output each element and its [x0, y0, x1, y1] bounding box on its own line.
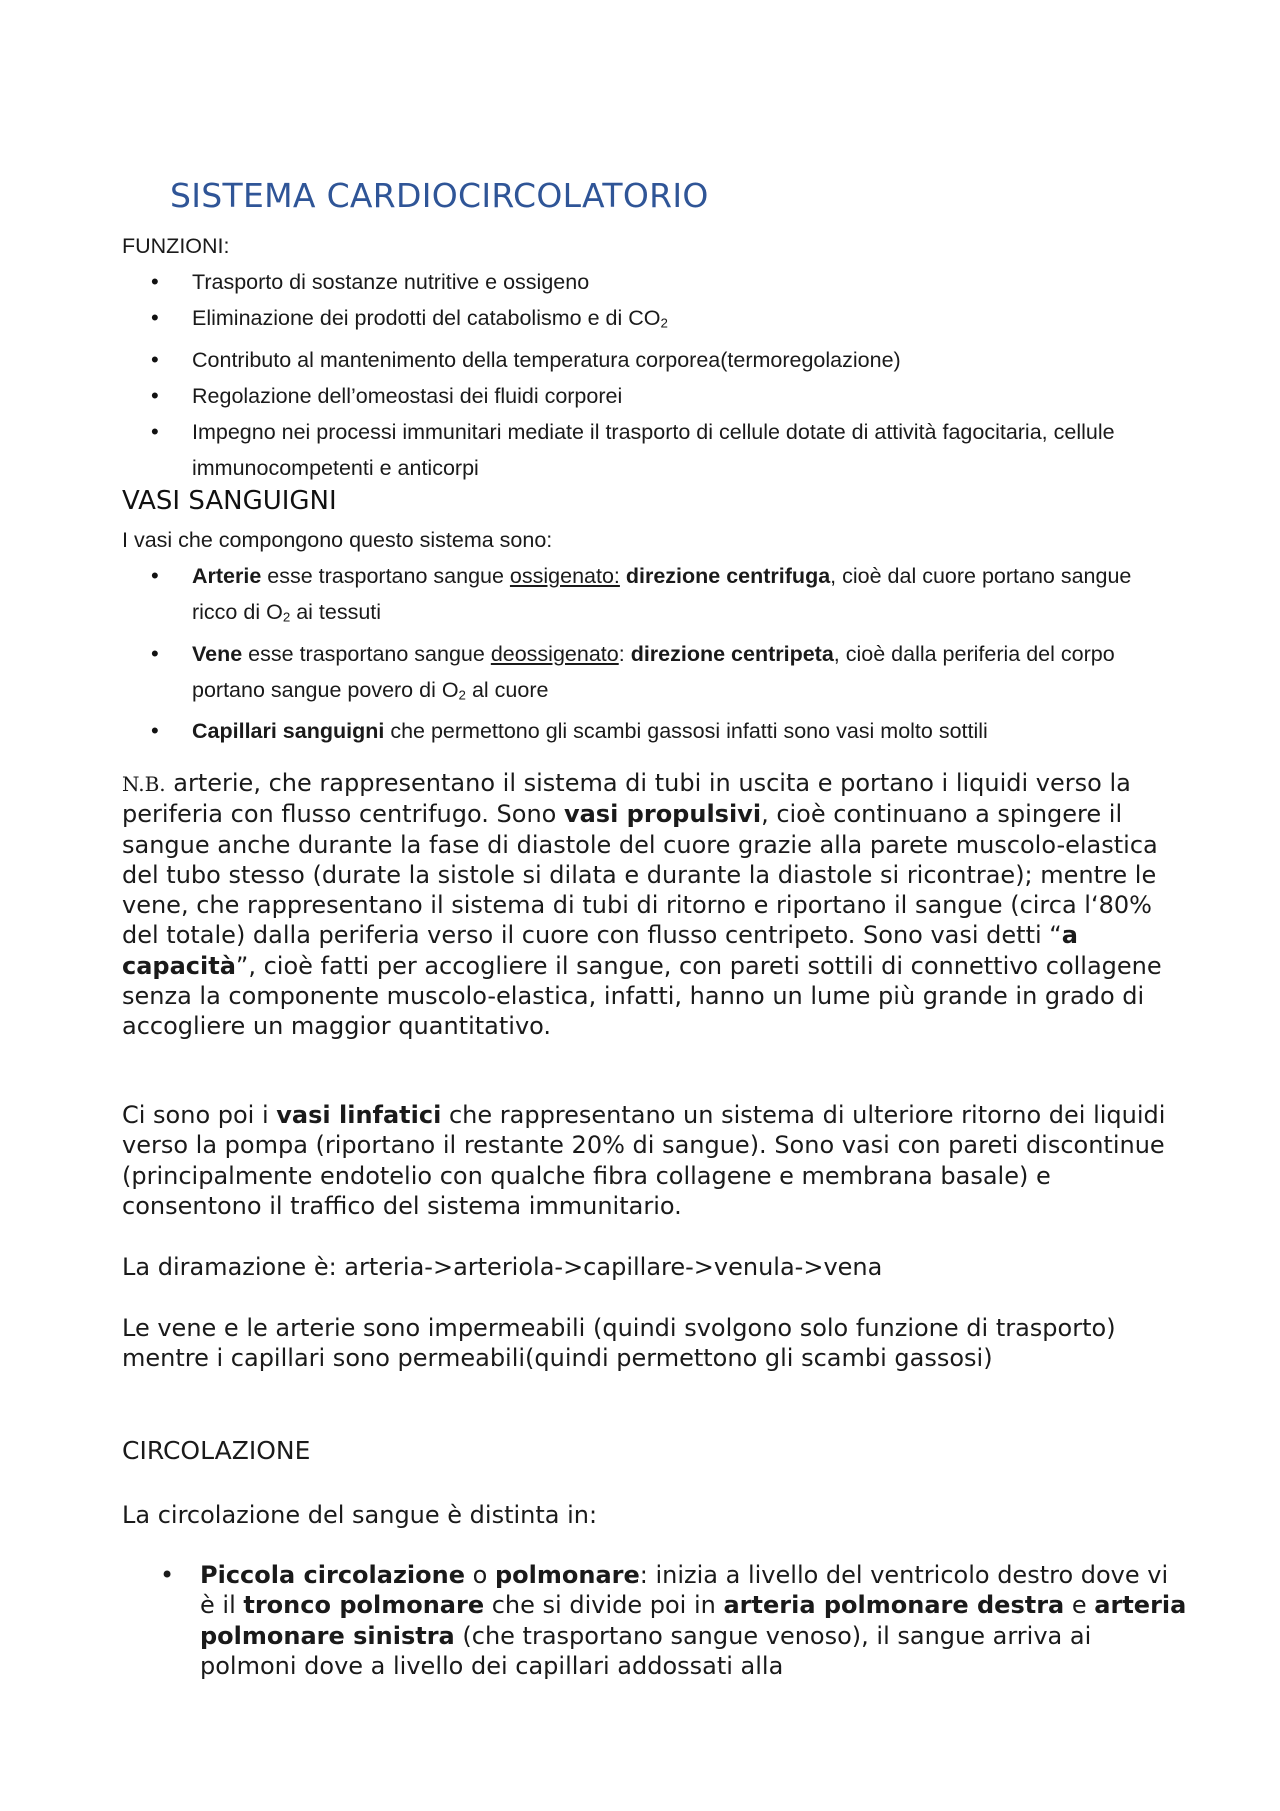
list-item: • Impegno nei processi immunitari mediate il trasporto di cellule dotate di attività fagocitaria, cellule immunocompetenti e anticorpi	[122, 414, 1182, 486]
list-item: • Trasporto di sostanze nutritive e ossigeno	[122, 264, 1182, 300]
section-heading-circolazione: CIRCOLAZIONE	[122, 1436, 311, 1465]
vasi-list	[122, 558, 1182, 749]
list-item: • Eliminazione dei prodotti del catabolismo e di CO2	[122, 300, 1182, 342]
list-item: • Contributo al mantenimento della temperatura corporea(termoregolazione)	[122, 342, 1182, 378]
page-title: SISTEMA CARDIOCIRCOLATORIO	[170, 176, 709, 215]
list-item-arterie: • Arterie esse trasportano sangue ossigenato: direzione centrifuga, cioè dal cuore portano sangue ricco di O2 ai tessuti	[122, 558, 1182, 636]
diramazione-paragraph: La diramazione è: arteria->arteriola->capillare->venula->vena	[122, 1253, 883, 1281]
permeabilita-paragraph: Le vene e le arterie sono impermeabili (quindi svolgono solo funzione di trasporto) mentre i capillari sono permeabili(quindi permettono gli scambi gassosi)	[122, 1314, 1116, 1373]
list-item: • Regolazione dell’omeostasi dei fluidi corporei	[122, 378, 1182, 414]
funzioni-label: FUNZIONI:	[122, 234, 230, 258]
vasi-intro: I vasi che compongono questo sistema sono:	[122, 528, 553, 552]
section-heading-vasi: VASI SANGUIGNI	[122, 486, 337, 516]
circolazione-intro: La circolazione del sangue è distinta in:	[122, 1501, 598, 1529]
nb-paragraph: N.B. arterie, che rappresentano il sistema di tubi in uscita e portano i liquidi verso la periferia con flusso centrifugo. Sono vasi propulsivi, cioè continuano a spingere il sangue anche durante la fase di diastole del cuore grazie alla parete muscolo-elastica del tubo stesso (durate la sistole si dilata e durante la diastole si ricontrae); mentre le vene, che rappresentano il sistema di tubi di ritorno e riportano il sangue (circa l‘80% del totale) dalla periferia verso il cuore con flusso centripeto. Sono vasi detti “a capacità”, cioè fatti per accogliere il sangue, con pareti sottili di connettivo collagene senza la componente muscolo-elastica, infatti, hanno un lume più grande in grado di accogliere un maggior quantitativo.	[122, 769, 1162, 1041]
list-item-capillari: • Capillari sanguigni che permettono gli scambi gassosi infatti sono vasi molto sottili	[122, 713, 1182, 749]
funzioni-list	[122, 264, 1182, 486]
list-item-piccola: • Piccola circolazione o polmonare: inizia a livello del ventricolo destro dove vi è il tronco polmonare che si divide poi in arteria polmonare destra e arteria polmonare sinistra (che trasportano sangue venoso), il sangue arriva ai polmoni dove a livello dei capillari addossati alla	[122, 1560, 1187, 1681]
linfatici-paragraph: Ci sono poi i vasi linfatici che rappresentano un sistema di ulteriore ritorno dei liquidi verso la pompa (riportano il restante 20% di sangue). Sono vasi con pareti discontinue (principalmente endotelio con qualche fibra collagene e membrana basale) e consentono il traffico del sistema immunitario.	[122, 1101, 1166, 1220]
circolazione-list	[122, 1560, 1187, 1681]
list-item-vene: • Vene esse trasportano sangue deossigenato: direzione centripeta, cioè dalla periferia del corpo portano sangue povero di O2 al cuore	[122, 636, 1182, 714]
